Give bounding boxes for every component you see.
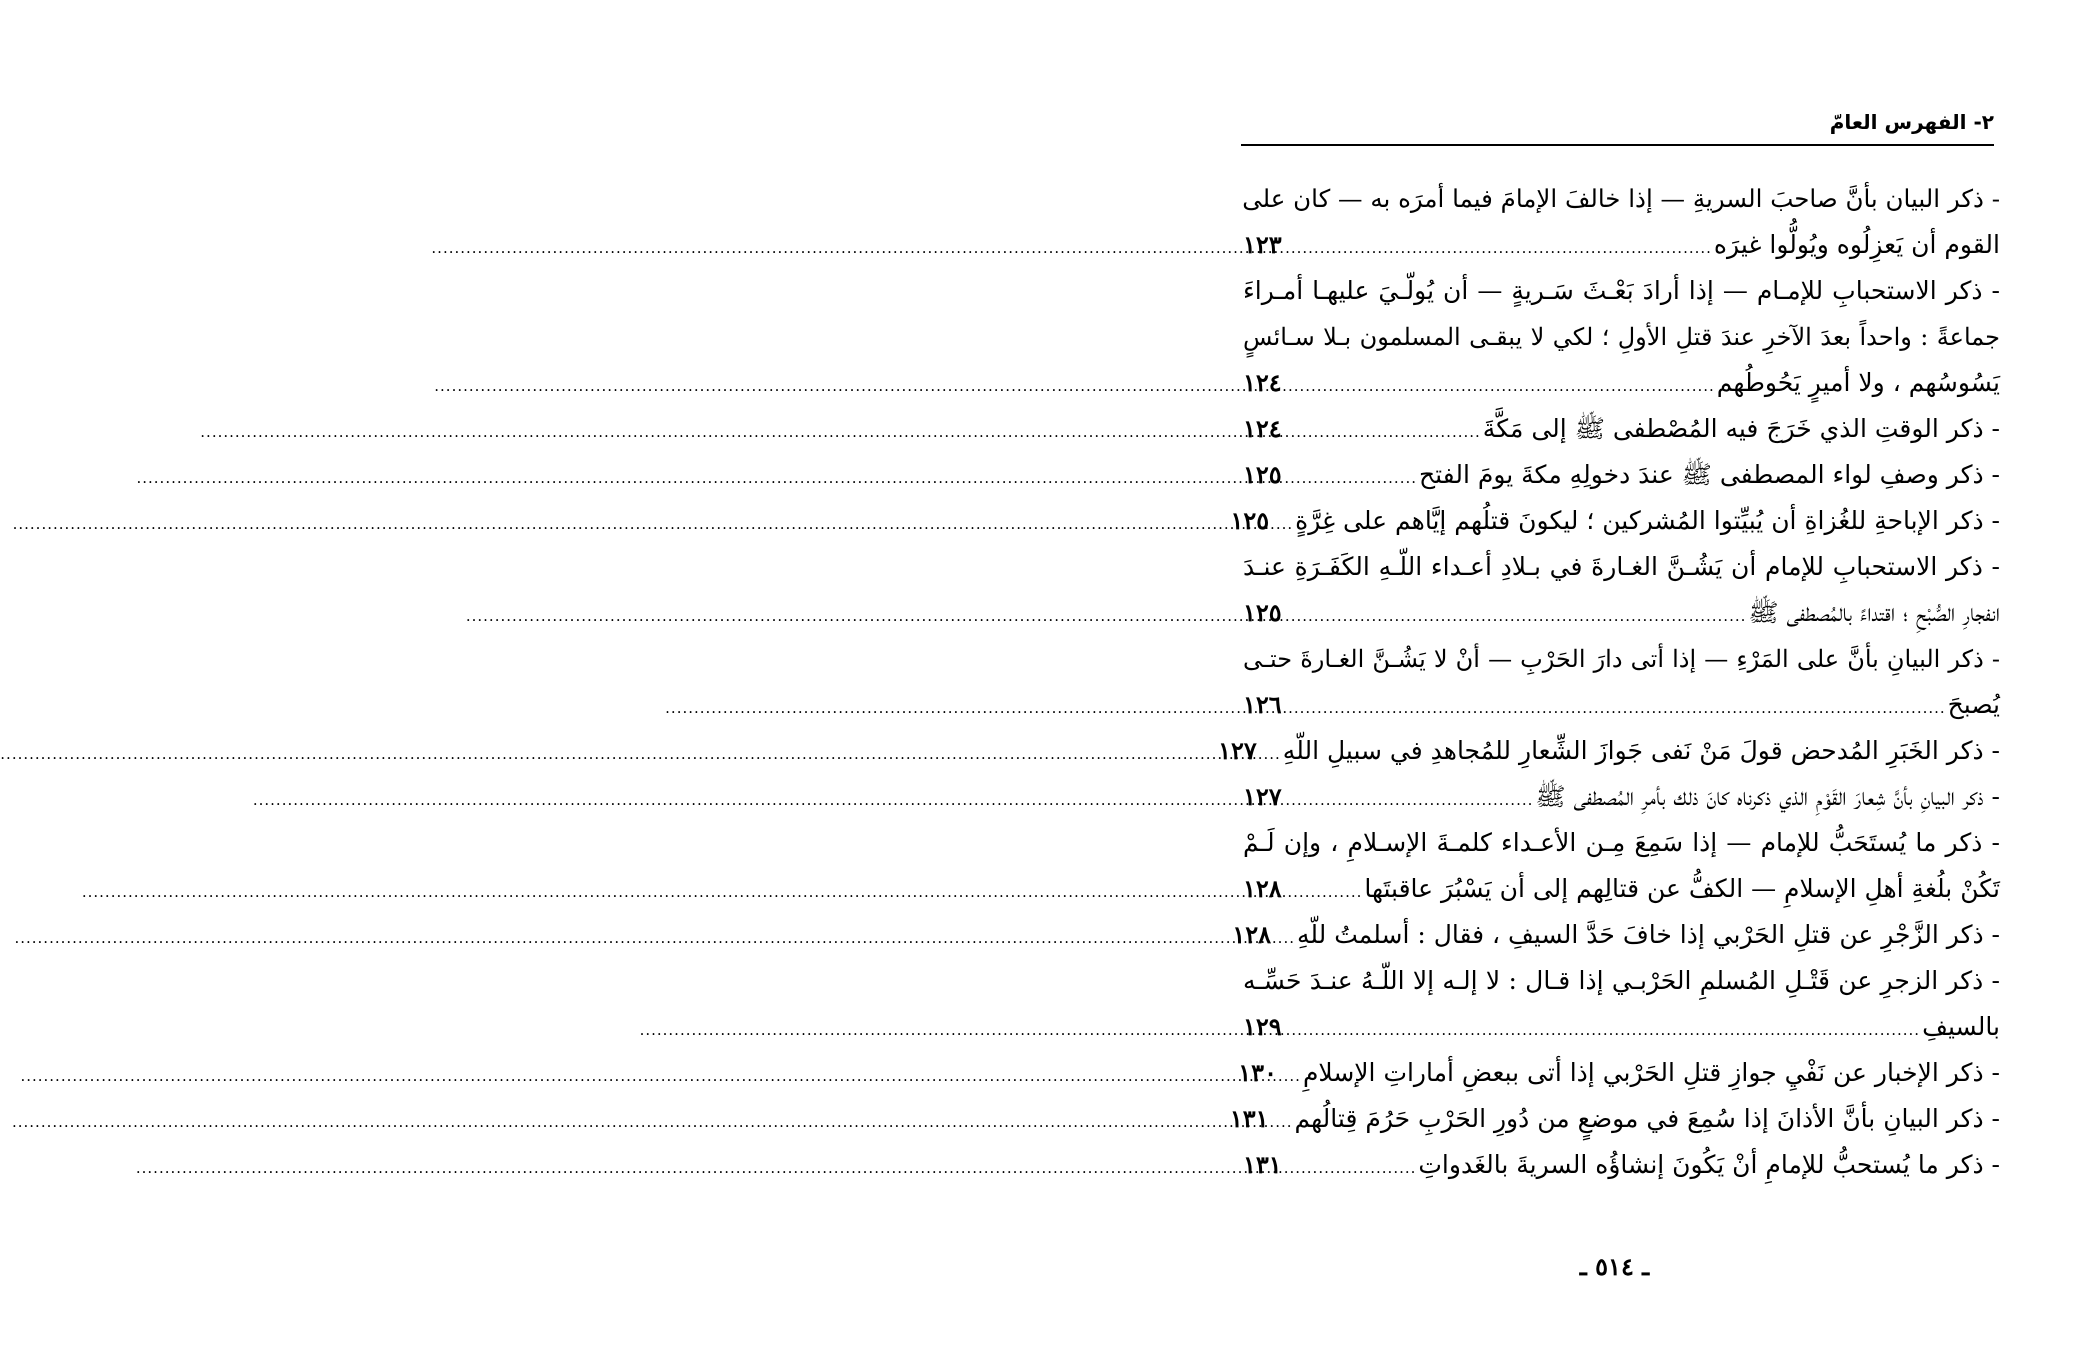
entry-text-line: يَسُوسُهم ، ولا أميرٍ يَحُوطُهم	[1716, 368, 2000, 397]
dot-leader	[1286, 1145, 1417, 1191]
dot-leader	[1286, 593, 1747, 639]
index-entry	[1229, 1096, 2000, 1142]
entry-text-line: - ذكر الاستحبابِ للإمـام — إذا أرادَ بَعْـثَ سَـريةٍ — أن يُولّـيَ عليهـا أمـراءَ	[1243, 276, 2000, 305]
entry-text-line: بالسيفِ	[1922, 1012, 2000, 1041]
dot-leader	[1286, 225, 1712, 271]
entry-last-line	[1243, 682, 2000, 728]
entry-last-line	[1218, 728, 2000, 774]
entry-page-number: ١٢٧	[1243, 782, 1282, 811]
dot-leader	[1286, 685, 1946, 731]
entry-text-line: - ذكر الاستحبابِ للإمام أن يَشُـنَّ الغـارةَ في بـلادِ أعـداء اللّـهِ الكَفَـرَةِ عنـدَ	[1243, 552, 2000, 581]
index-entry	[1243, 636, 2000, 728]
entry-text-line: جماعةً : واحداً بعدَ الآخرِ عندَ قتلِ الأولِ ؛ لكي لا يبقـى المسلمون بـلا سـائسٍ	[1243, 323, 2000, 351]
dot-leader	[1286, 869, 1363, 915]
index-entry	[1238, 1050, 2000, 1096]
index-entry	[1243, 958, 2000, 1050]
entry-last-line	[1243, 406, 2000, 452]
entry-last-line	[1243, 360, 2000, 406]
entry-text-line: - ذكر البيانِ بأنَّ شِعارَ القَوْمِ الذي ذكرناه كانَ ذلك بأمرِ المُصطفى ﷺ	[1535, 782, 2000, 811]
index-entry	[1243, 406, 2000, 452]
page-number: ـ ٥١٤ ـ	[1579, 1252, 1650, 1281]
entry-text-line: - ذكر البيانِ بأنَّ الأذانَ إذا سُمِعَ في موضعٍ من دُورِ الحَرْبِ حَرُمَ قِتالُهم	[1294, 1104, 2000, 1133]
entry-text-line: - ذكر الزجرِ عن قَتْـلِ المُسلمِ الحَرْبـي إذا قـال : لا إلـه إلا اللّـهُ عنـدَ حَسِّـه	[1243, 966, 2000, 995]
index-entry	[1243, 268, 2000, 406]
entry-page-number: ١٣١	[1229, 1104, 1269, 1133]
index-entry	[1230, 498, 2000, 544]
entry-text-line: انفجارِ الصُّبْحِ ؛ اقتداءً بالمُصطفى ﷺ	[1748, 598, 2000, 627]
dot-leader	[1281, 1053, 1301, 1099]
entry-last-line	[1243, 590, 2000, 636]
entry-page-number: ١٢٥	[1243, 598, 1282, 627]
entry-page-number: ١٢٦	[1243, 690, 1282, 719]
dot-leader	[1273, 501, 1293, 547]
index-entry	[1243, 176, 2000, 268]
entry-page-number: ١٢٨	[1243, 874, 1282, 903]
entry-last-line	[1230, 498, 2000, 544]
entry-text-line: - ذكر الخَبَرِ المُدحض قولَ مَنْ نَفى جَوازَ الشِّعارِ للمُجاهدِ في سبيلِ اللّهِ	[1282, 736, 2000, 765]
entry-page-number: ١٢٨	[1232, 920, 1271, 949]
index-entries	[1218, 176, 2000, 1188]
dot-leader	[1286, 455, 1417, 501]
dot-leader	[1286, 409, 1481, 455]
entry-page-number: ١٢٣	[1243, 230, 1282, 259]
dot-leader	[1286, 777, 1534, 823]
index-entry	[1232, 912, 2000, 958]
section-title: ٢- الفهرس العامّ	[1829, 110, 1994, 134]
dot-leader	[1286, 1007, 1920, 1053]
index-entry	[1243, 1142, 2000, 1188]
entry-last-line	[1243, 866, 2000, 912]
entry-text-line: - ذكر الوقتِ الذي خَرَجَ فيه المُصْطفى ﷺ إلى مَكَّةَ	[1482, 414, 2000, 443]
dot-leader	[1273, 1099, 1293, 1145]
index-entry	[1243, 452, 2000, 498]
entry-text-line: تَكُنْ بلُغةِ أهلِ الإسلامِ — الكفُّ عن قتالِهم إلى أن يَسْبُرَ عاقبتَها	[1364, 874, 2000, 903]
entry-last-line	[1243, 1004, 2000, 1050]
entry-text-line: - ذكر ما يُستَحَبُّ للإمام — إذا سَمِعَ مِـن الأعـداء كلمـةَ الإسـلامِ ، وإن لَـمْ	[1243, 828, 2000, 857]
dot-leader	[1261, 731, 1281, 777]
entry-page-number: ١٢٩	[1243, 1012, 1282, 1041]
dot-leader	[1286, 363, 1715, 409]
entry-last-line	[1243, 222, 2000, 268]
page	[1141, 0, 2088, 1368]
entry-text-line: - ذكر الإباحةِ للغُزاةِ أن يُبيِّتوا المُشركين ؛ ليكونَ قتلُهم إيَّاهم على غِرَّةٍ	[1295, 506, 2000, 535]
entry-last-line	[1243, 1142, 2000, 1188]
entry-text-line: - ذكر البيان بأنَّ صاحبَ السريةِ — إذا خالفَ الإمامَ فيما أمرَه به — كان على	[1242, 184, 2000, 213]
entry-page-number: ١٣١	[1243, 1150, 1282, 1179]
running-header	[1241, 104, 1994, 146]
entry-text-line: - ذكر الإخبار عن نَفْيِ جوازِ قتلِ الحَرْبي إذا أتى ببعضِ أماراتِ الإسلامِ	[1302, 1058, 2000, 1087]
entry-text-line: - ذكر البيانِ بأنَّ على المَرْءِ — إذا أتى دارَ الحَرْبِ — أنْ لا يَشُـنَّ الغـارةَ حتـى	[1243, 645, 2000, 673]
entry-last-line	[1229, 1096, 2000, 1142]
index-entry	[1243, 774, 2000, 820]
entry-last-line	[1243, 452, 2000, 498]
index-entry	[1243, 544, 2000, 636]
entry-text-line: - ذكر وصفِ لواء المصطفى ﷺ عندَ دخولِهِ مكةَ يومَ الفتح	[1419, 460, 2000, 489]
entry-page-number: ١٣٠	[1238, 1058, 1277, 1087]
entry-page-number: ١٢٧	[1218, 736, 1257, 765]
index-entry	[1243, 820, 2000, 912]
index-entry	[1218, 728, 2000, 774]
entry-last-line	[1232, 912, 2000, 958]
entry-text-line: القوم أن يَعزِلُوه ويُولُّوا غيرَه	[1713, 230, 2000, 259]
entry-text-line: - ذكر الزَّجْرِ عن قتلِ الحَرْبي إذا خافَ حَدَّ السيفِ ، فقال : أسلمتُ للّهِ	[1296, 920, 2000, 949]
entry-page-number: ١٢٥	[1243, 460, 1282, 489]
entry-text-line: يُصبحَ	[1947, 690, 2000, 719]
dot-leader	[1275, 915, 1295, 961]
entry-last-line	[1243, 774, 2000, 820]
entry-last-line	[1238, 1050, 2000, 1096]
entry-page-number: ١٢٥	[1230, 506, 1270, 535]
entry-text-line: - ذكر ما يُستحبُّ للإمامِ أنْ يَكُونَ إنشاؤُه السريةَ بالغَدواتِ	[1418, 1150, 2000, 1179]
entry-page-number: ١٢٤	[1243, 414, 1282, 443]
entry-page-number: ١٢٤	[1243, 368, 1282, 397]
